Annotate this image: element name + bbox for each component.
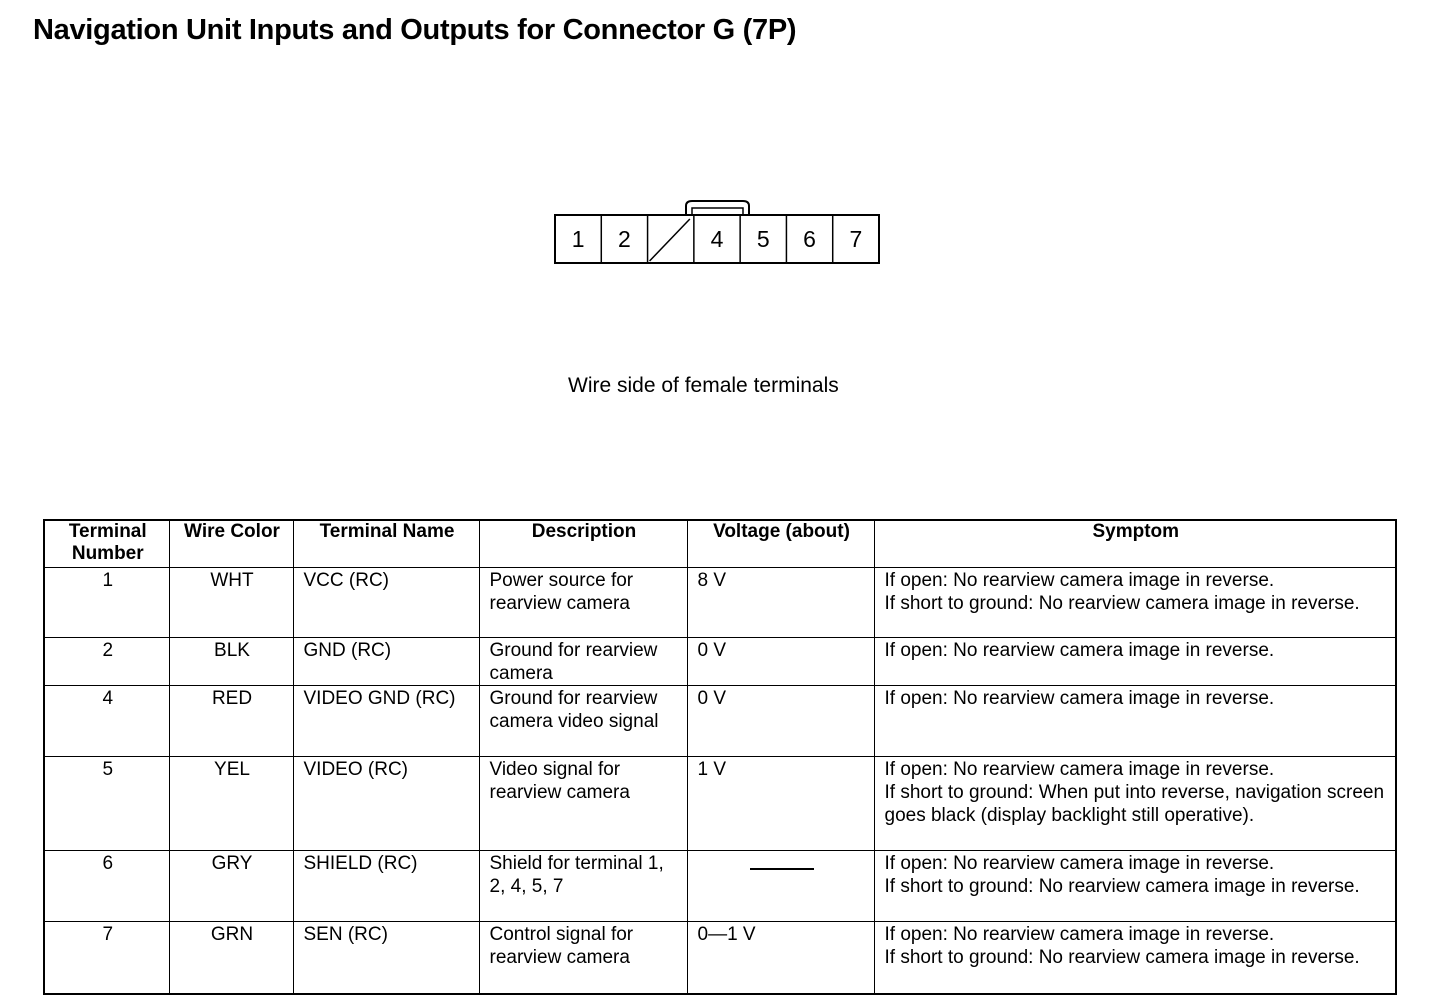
cell-voltage: 0 V [687, 638, 874, 686]
table-row [44, 757, 1396, 851]
cell-symptom: If open: No rearview camera image in reverse. If short to ground: No rearview camera image in reverse. [874, 922, 1396, 995]
table-row [44, 638, 1396, 686]
cell-terminal-number: 5 [44, 757, 169, 851]
cell-terminal-name: VIDEO (RC) [293, 757, 479, 851]
cell-terminal-name: GND (RC) [293, 638, 479, 686]
page-title: Navigation Unit Inputs and Outputs for Connector G (7P) [33, 14, 797, 46]
connector-diagram [553, 196, 883, 268]
not-applicable-dash [750, 868, 814, 870]
cell-voltage: 0 V [687, 686, 874, 757]
cell-terminal-name: VCC (RC) [293, 568, 479, 638]
cell-terminal-number: 6 [44, 851, 169, 922]
connector-terminal-5: 5 [756, 226, 770, 252]
connector-terminal-6: 6 [803, 226, 816, 252]
connector-lock-tab-inner [692, 208, 743, 215]
cell-description: Ground for rearview camera [479, 638, 687, 686]
cell-terminal-number: 4 [44, 686, 169, 757]
cell-description: Power source for rearview camera [479, 568, 687, 638]
cell-voltage [687, 851, 874, 922]
header-symptom: Symptom [874, 520, 1396, 568]
connector-terminal-4: 4 [710, 226, 724, 252]
cell-symptom: If open: No rearview camera image in reverse. If short to ground: When put into reverse, navigation screen goes black (display backlight still operative). [874, 757, 1396, 851]
connector-empty-terminal [650, 219, 690, 261]
connector-diagram-svg [553, 196, 883, 268]
cell-wire-color: WHT [169, 568, 293, 638]
table-header-row [44, 520, 1396, 568]
cell-terminal-number: 7 [44, 922, 169, 995]
cell-wire-color: RED [169, 686, 293, 757]
cell-terminal-name: SEN (RC) [293, 922, 479, 995]
cell-wire-color: YEL [169, 757, 293, 851]
cell-voltage: 8 V [687, 568, 874, 638]
cell-description: Control signal for rearview camera [479, 922, 687, 995]
connector-terminal-2: 2 [618, 226, 631, 252]
cell-description: Video signal for rearview camera [479, 757, 687, 851]
header-terminal-number: Terminal Number [44, 520, 169, 568]
cell-wire-color: GRY [169, 851, 293, 922]
connector-terminal-1: 1 [571, 226, 585, 252]
table-row [44, 851, 1396, 922]
header-terminal-name: Terminal Name [293, 520, 479, 568]
cell-description: Shield for terminal 1, 2, 4, 5, 7 [479, 851, 687, 922]
cell-terminal-number: 1 [44, 568, 169, 638]
cell-symptom: If open: No rearview camera image in reverse. If short to ground: No rearview camera image in reverse. [874, 568, 1396, 638]
header-wire-color: Wire Color [169, 520, 293, 568]
cell-symptom: If open: No rearview camera image in reverse. [874, 638, 1396, 686]
table-row [44, 568, 1396, 638]
cell-voltage: 1 V [687, 757, 874, 851]
cell-terminal-name: SHIELD (RC) [293, 851, 479, 922]
io-table [43, 519, 1397, 995]
connector-terminal-7: 7 [849, 226, 863, 252]
header-voltage: Voltage (about) [687, 520, 874, 568]
cell-wire-color: BLK [169, 638, 293, 686]
cell-voltage: 0—1 V [687, 922, 874, 995]
cell-symptom: If open: No rearview camera image in reverse. If short to ground: No rearview camera image in reverse. [874, 851, 1396, 922]
connector-caption: Wire side of female terminals [568, 374, 839, 397]
cell-terminal-name: VIDEO GND (RC) [293, 686, 479, 757]
cell-description: Ground for rearview camera video signal [479, 686, 687, 757]
cell-wire-color: GRN [169, 922, 293, 995]
table-row [44, 686, 1396, 757]
cell-terminal-number: 2 [44, 638, 169, 686]
cell-symptom: If open: No rearview camera image in reverse. [874, 686, 1396, 757]
header-description: Description [479, 520, 687, 568]
table-row [44, 922, 1396, 995]
